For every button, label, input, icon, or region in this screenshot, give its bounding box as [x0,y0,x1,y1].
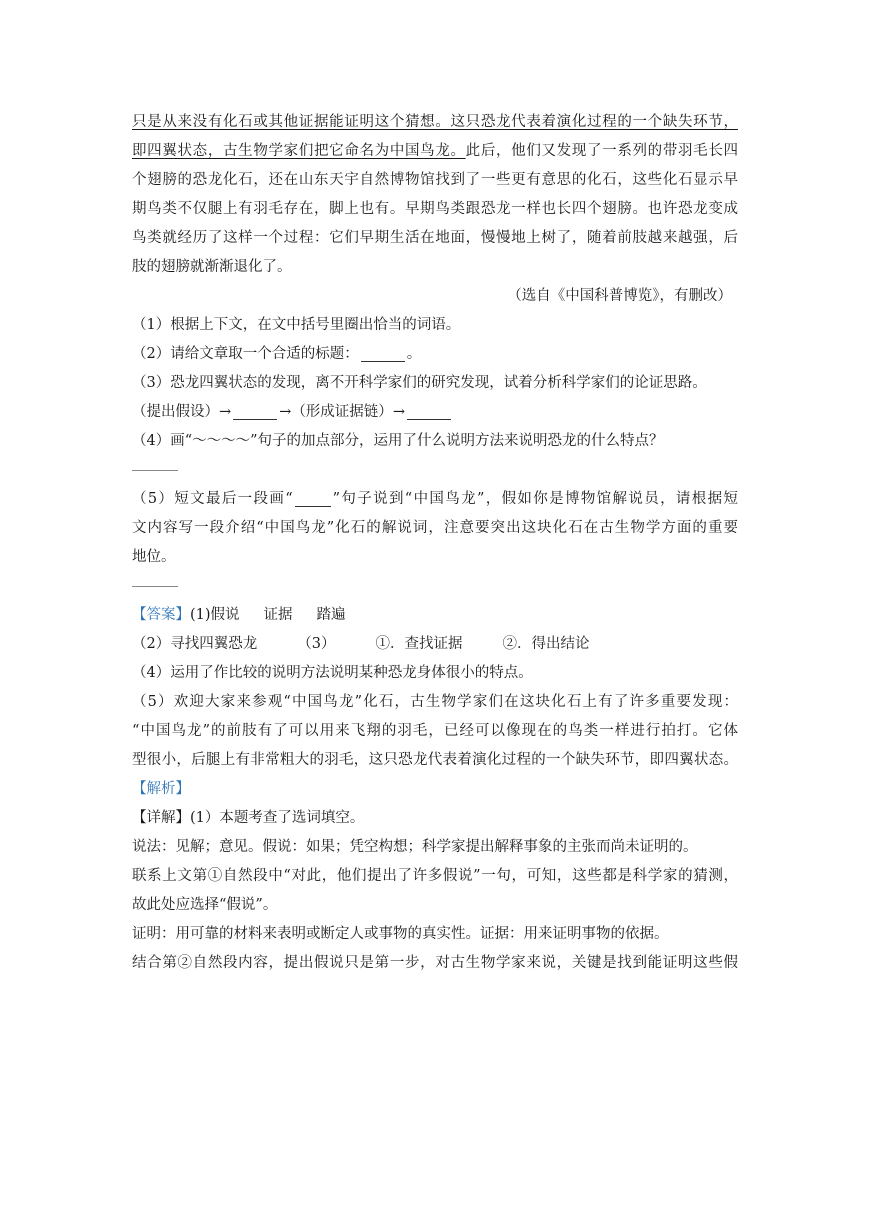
answer-3-label: （3） [297,636,336,652]
answer-5-line-1: （5）欢迎大家来参观“中国鸟龙”化石，古生物学家们在这块化石上有了许多重要发现： [132,694,738,710]
passage-line-5: 鸟类就经历了这样一个过程：它们早期生活在地面，慢慢地上树了，随着前肢越来越强，后 [132,230,738,246]
analysis-tag: 【解析】 [132,781,190,797]
underlined-sentence: 即四翼状态，古生物学家们把它命名为中国鸟龙。 [132,143,466,159]
chain-start: （提出假设） [132,404,219,420]
detail-text: (1）本题考查了选词填空。 [190,810,365,826]
question-3-chain [132,398,738,427]
arrow-icon: → [279,404,292,420]
passage-line-2-rest: 此后，他们又发现了一系列的带羽毛长四 [465,143,738,159]
answer-1-label: (1) [190,607,211,623]
passage-source: （选自《中国科普博览》，有删改） [507,288,732,304]
analysis-line-5: 结合第②自然段内容，提出假说只是第一步，对古生物学家来说，关键是找到能证明这些假 [132,955,738,971]
answer-blank [407,405,451,420]
analysis-detail [132,804,738,833]
answer-blank [361,347,405,362]
question-5-line-3: 地位。 [132,549,176,565]
question-4-answer-line [132,456,738,485]
answer-1-word: 证据 [263,607,293,623]
detail-tag: 【详解】 [132,810,190,826]
chain-mid: （形成证据链） [291,404,393,420]
answer-4: （4）运用了作比较的说明方法说明某种恐龙身体很小的特点。 [132,665,533,681]
passage-line-4: 期鸟类不仅腿上有羽毛存在，脚上也有。早期鸟类跟恐龙一样也长四个翅膀。也许恐龙变成 [132,201,738,217]
question-1: （1）根据上下文，在文中括号里圈出恰当的词语。 [132,317,461,333]
analysis-line-3: 故此处应选择“假说”。 [132,897,278,913]
question-5-prefix: （5）短文最后一段画“ [132,491,293,507]
question-2 [132,340,738,369]
question-2-suffix: 。 [406,346,422,362]
passage-line-1: 只是从来没有化石或其他证据能证明这个猜想。这只恐龙代表着演化过程的一个缺失环节， [132,114,738,130]
question-5-suffix: ”句子说到“中国鸟龙”，假如你是博物馆解说员，请根据短 [332,491,738,507]
analysis-line-2: 联系上文第①自然段中“对此，他们提出了许多假说”一句，可知，这些都是科学家的猜测， [132,868,738,884]
analysis-line-1: 说法：见解；意见。假说：如果；凭空构想；科学家提出解释事象的主张而尚未证明的。 [132,839,698,855]
answer-1-word: 踏遍 [316,607,346,623]
passage-line-6: 肢的翅膀就渐渐退化了。 [132,259,292,275]
answer-line-2 [132,630,738,659]
document-content [132,108,738,978]
question-4: （4）画“～～～～”句子的加点部分，运用了什么说明方法来说明恐龙的什么特点？ [132,433,664,449]
answer-3-item: ②．得出结论 [502,636,590,652]
answer-blank [132,572,178,587]
passage-line-3: 个翅膀的恐龙化石，还在山东天宇自然博物馆找到了一些更有意思的化石，这些化石显示早 [132,172,738,188]
answer-5-line-3: 型很小，后腿上有非常粗大的羽毛，这只恐龙代表着演化过程的一个缺失环节，即四翼状态。 [132,752,738,768]
question-3: （3）恐龙四翼状态的发现，离不开科学家们的研究发现，试着分析科学家们的论证思路。 [132,375,707,391]
answer-blank [233,405,277,420]
answer-3-item: ①．查找证据 [375,636,463,652]
question-5-line-2: 文内容写一段介绍“中国鸟龙”化石的解说词，注意要突出这块化石在古生物学方面的重要 [132,520,738,536]
answer-5-line-2: “中国鸟龙”的前肢有了可以用来飞翔的羽毛，已经可以像现在的鸟类一样进行拍打。它体 [132,723,738,739]
answer-blank [132,456,178,471]
arrow-icon: → [392,404,405,420]
arrow-icon: → [219,404,232,420]
question-5-answer-line [132,572,738,601]
analysis-line-4: 证明：用可靠的材料来表明或断定人或事物的真实性。证据：用来证明事物的依据。 [132,926,669,942]
answer-1-word: 假说 [210,607,240,623]
answer-tag: 【答案】 [132,607,190,623]
underline-mark [295,492,331,507]
passage-line-2 [132,137,738,166]
answer-2: （2）寻找四翼恐龙 [132,636,258,652]
question-5-line-1 [132,485,738,514]
question-2-text: （2）请给文章取一个合适的标题： [132,346,359,362]
answer-line-1 [132,601,738,630]
